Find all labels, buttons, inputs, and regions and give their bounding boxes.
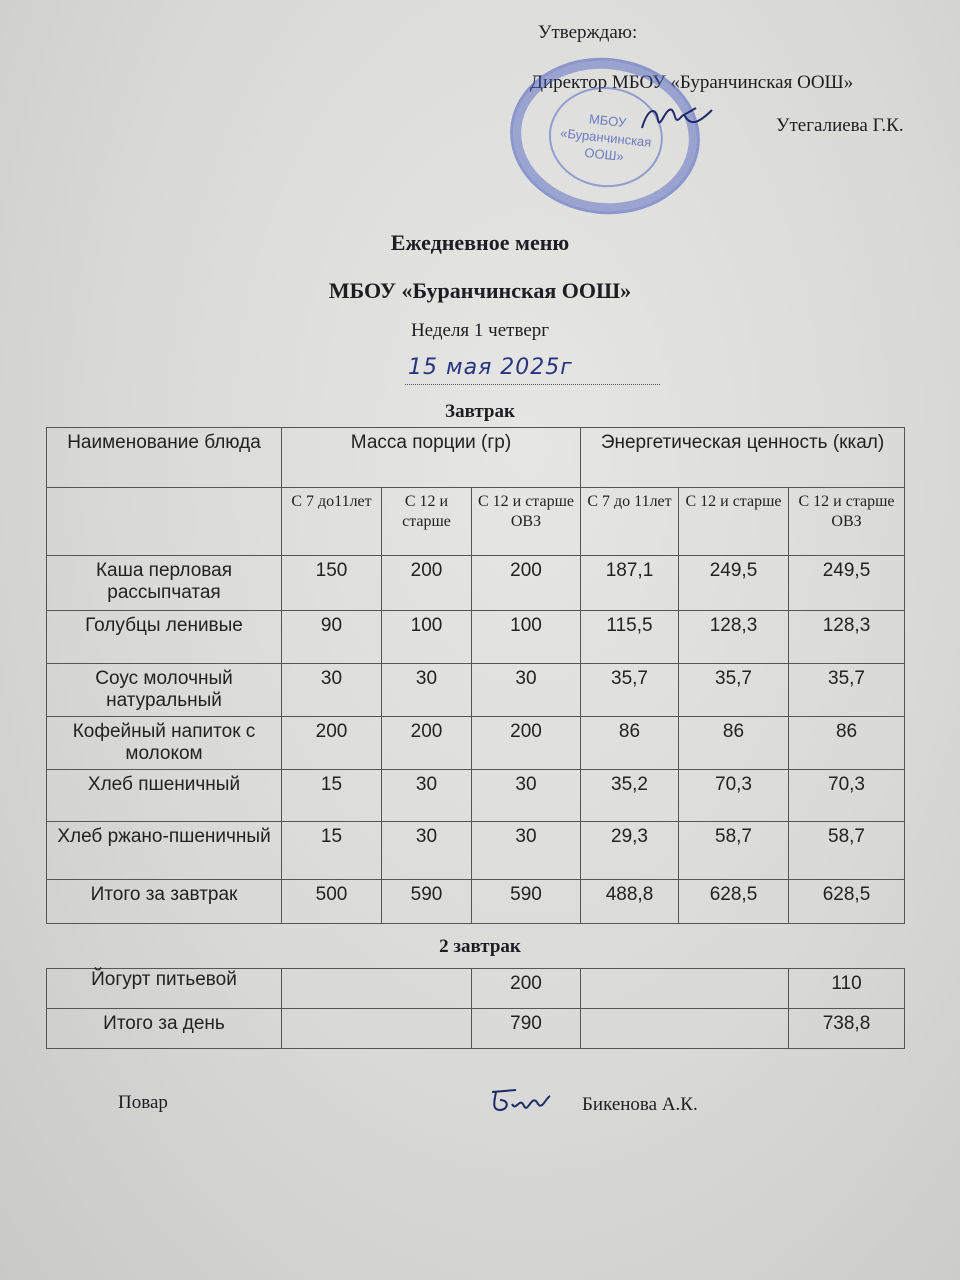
school-name: МБОУ «Буранчинская ООШ» bbox=[328, 278, 632, 303]
value-cell: 86 bbox=[679, 717, 789, 770]
approval-label: Утверждаю: bbox=[538, 22, 638, 43]
value-cell: 35,7 bbox=[679, 664, 789, 717]
dish-name: Хлеб ржано-пшеничный bbox=[47, 822, 282, 880]
second-breakfast-title: 2 завтрак bbox=[439, 936, 521, 957]
table-row bbox=[47, 664, 905, 717]
value-cell: 200 bbox=[472, 969, 581, 1009]
subheader-cell: С 7 до11лет bbox=[282, 488, 382, 556]
value-cell: 115,5 bbox=[581, 611, 679, 664]
stamp-text: МБОУ «Буранчинская ООШ» bbox=[544, 81, 668, 192]
value-cell: 86 bbox=[789, 717, 905, 770]
mass-header: Масса порции (гр) bbox=[282, 428, 581, 488]
dish-name: Соус молочный натуральный bbox=[47, 664, 282, 717]
approval-name: Утегалиева Г.К. bbox=[776, 115, 904, 136]
energy-header: Энергетическая ценность (ккал) bbox=[581, 428, 905, 488]
subheader-cell: С 12 и старше ОВЗ bbox=[789, 488, 905, 556]
value-cell: 590 bbox=[382, 880, 472, 924]
value-cell: 29,3 bbox=[581, 822, 679, 880]
value-cell: 35,7 bbox=[581, 664, 679, 717]
empty-cell bbox=[47, 488, 282, 556]
value-cell: 200 bbox=[382, 717, 472, 770]
value-cell: 100 bbox=[472, 611, 581, 664]
director-signature bbox=[638, 98, 718, 138]
value-cell: 30 bbox=[382, 664, 472, 717]
value-cell: 187,1 bbox=[581, 556, 679, 611]
value-cell: 30 bbox=[472, 664, 581, 717]
value-cell: 58,7 bbox=[789, 822, 905, 880]
value-cell: 35,2 bbox=[581, 770, 679, 822]
date-underline bbox=[405, 384, 660, 385]
value-cell: 150 bbox=[282, 556, 382, 611]
value-cell: 590 bbox=[472, 880, 581, 924]
table-row bbox=[47, 822, 905, 880]
dish-name: Голубцы ленивые bbox=[47, 611, 282, 664]
value-cell: 128,3 bbox=[679, 611, 789, 664]
value-cell: 70,3 bbox=[789, 770, 905, 822]
dish-name: Кофейный напиток с молоком bbox=[47, 717, 282, 770]
cook-signature bbox=[486, 1084, 556, 1120]
value-cell: 628,5 bbox=[679, 880, 789, 924]
value-cell: 15 bbox=[282, 822, 382, 880]
handwritten-date: 15 мая 2025г bbox=[408, 355, 573, 380]
second-breakfast-table bbox=[46, 968, 905, 1049]
value-cell: 35,7 bbox=[789, 664, 905, 717]
value-cell: 500 bbox=[282, 880, 382, 924]
approval-position: Директор МБОУ «Буранчинская ООШ» bbox=[530, 72, 854, 93]
total-row bbox=[47, 1009, 905, 1049]
empty-cell bbox=[282, 1009, 472, 1049]
value-cell: 249,5 bbox=[789, 556, 905, 611]
value-cell: 628,5 bbox=[789, 880, 905, 924]
breakfast-table bbox=[46, 427, 905, 924]
table-row bbox=[47, 770, 905, 822]
dish-header: Наименование блюда bbox=[47, 428, 282, 488]
cook-name: Бикенова А.К. bbox=[582, 1094, 698, 1115]
value-cell: 30 bbox=[282, 664, 382, 717]
value-cell: 200 bbox=[282, 717, 382, 770]
header-row bbox=[47, 428, 905, 488]
subheader-cell: С 7 до 11лет bbox=[581, 488, 679, 556]
total-row bbox=[47, 880, 905, 924]
value-cell: 100 bbox=[382, 611, 472, 664]
subheader-cell: С 12 и старше bbox=[679, 488, 789, 556]
subheader-row bbox=[47, 488, 905, 556]
empty-cell bbox=[581, 969, 789, 1009]
value-cell: 249,5 bbox=[679, 556, 789, 611]
value-cell: 90 bbox=[282, 611, 382, 664]
value-cell: 200 bbox=[382, 556, 472, 611]
total-label: Итого за завтрак bbox=[47, 880, 282, 924]
table-row bbox=[47, 717, 905, 770]
value-cell: 790 bbox=[472, 1009, 581, 1049]
subheader-cell: С 12 и старше bbox=[382, 488, 472, 556]
table-row bbox=[47, 969, 905, 1009]
value-cell: 30 bbox=[472, 822, 581, 880]
value-cell: 30 bbox=[382, 770, 472, 822]
value-cell: 128,3 bbox=[789, 611, 905, 664]
value-cell: 86 bbox=[581, 717, 679, 770]
table-row bbox=[47, 556, 905, 611]
dish-name: Каша перловая рассыпчатая bbox=[47, 556, 282, 611]
dish-name: Йогурт питьевой bbox=[47, 969, 282, 1009]
dish-name: Хлеб пшеничный bbox=[47, 770, 282, 822]
value-cell: 30 bbox=[472, 770, 581, 822]
value-cell: 488,8 bbox=[581, 880, 679, 924]
table-row bbox=[47, 611, 905, 664]
value-cell: 15 bbox=[282, 770, 382, 822]
total-label: Итого за день bbox=[47, 1009, 282, 1049]
value-cell: 110 bbox=[789, 969, 905, 1009]
subheader-cell: С 12 и старше ОВЗ bbox=[472, 488, 581, 556]
value-cell: 200 bbox=[472, 717, 581, 770]
cook-label: Повар bbox=[118, 1092, 168, 1113]
value-cell: 58,7 bbox=[679, 822, 789, 880]
empty-cell bbox=[581, 1009, 789, 1049]
value-cell: 70,3 bbox=[679, 770, 789, 822]
breakfast-title: Завтрак bbox=[445, 401, 515, 422]
value-cell: 30 bbox=[382, 822, 472, 880]
empty-cell bbox=[282, 969, 472, 1009]
value-cell: 738,8 bbox=[789, 1009, 905, 1049]
page-title: Ежедневное меню bbox=[390, 230, 570, 255]
week-day: Неделя 1 четверг bbox=[410, 320, 550, 341]
value-cell: 200 bbox=[472, 556, 581, 611]
